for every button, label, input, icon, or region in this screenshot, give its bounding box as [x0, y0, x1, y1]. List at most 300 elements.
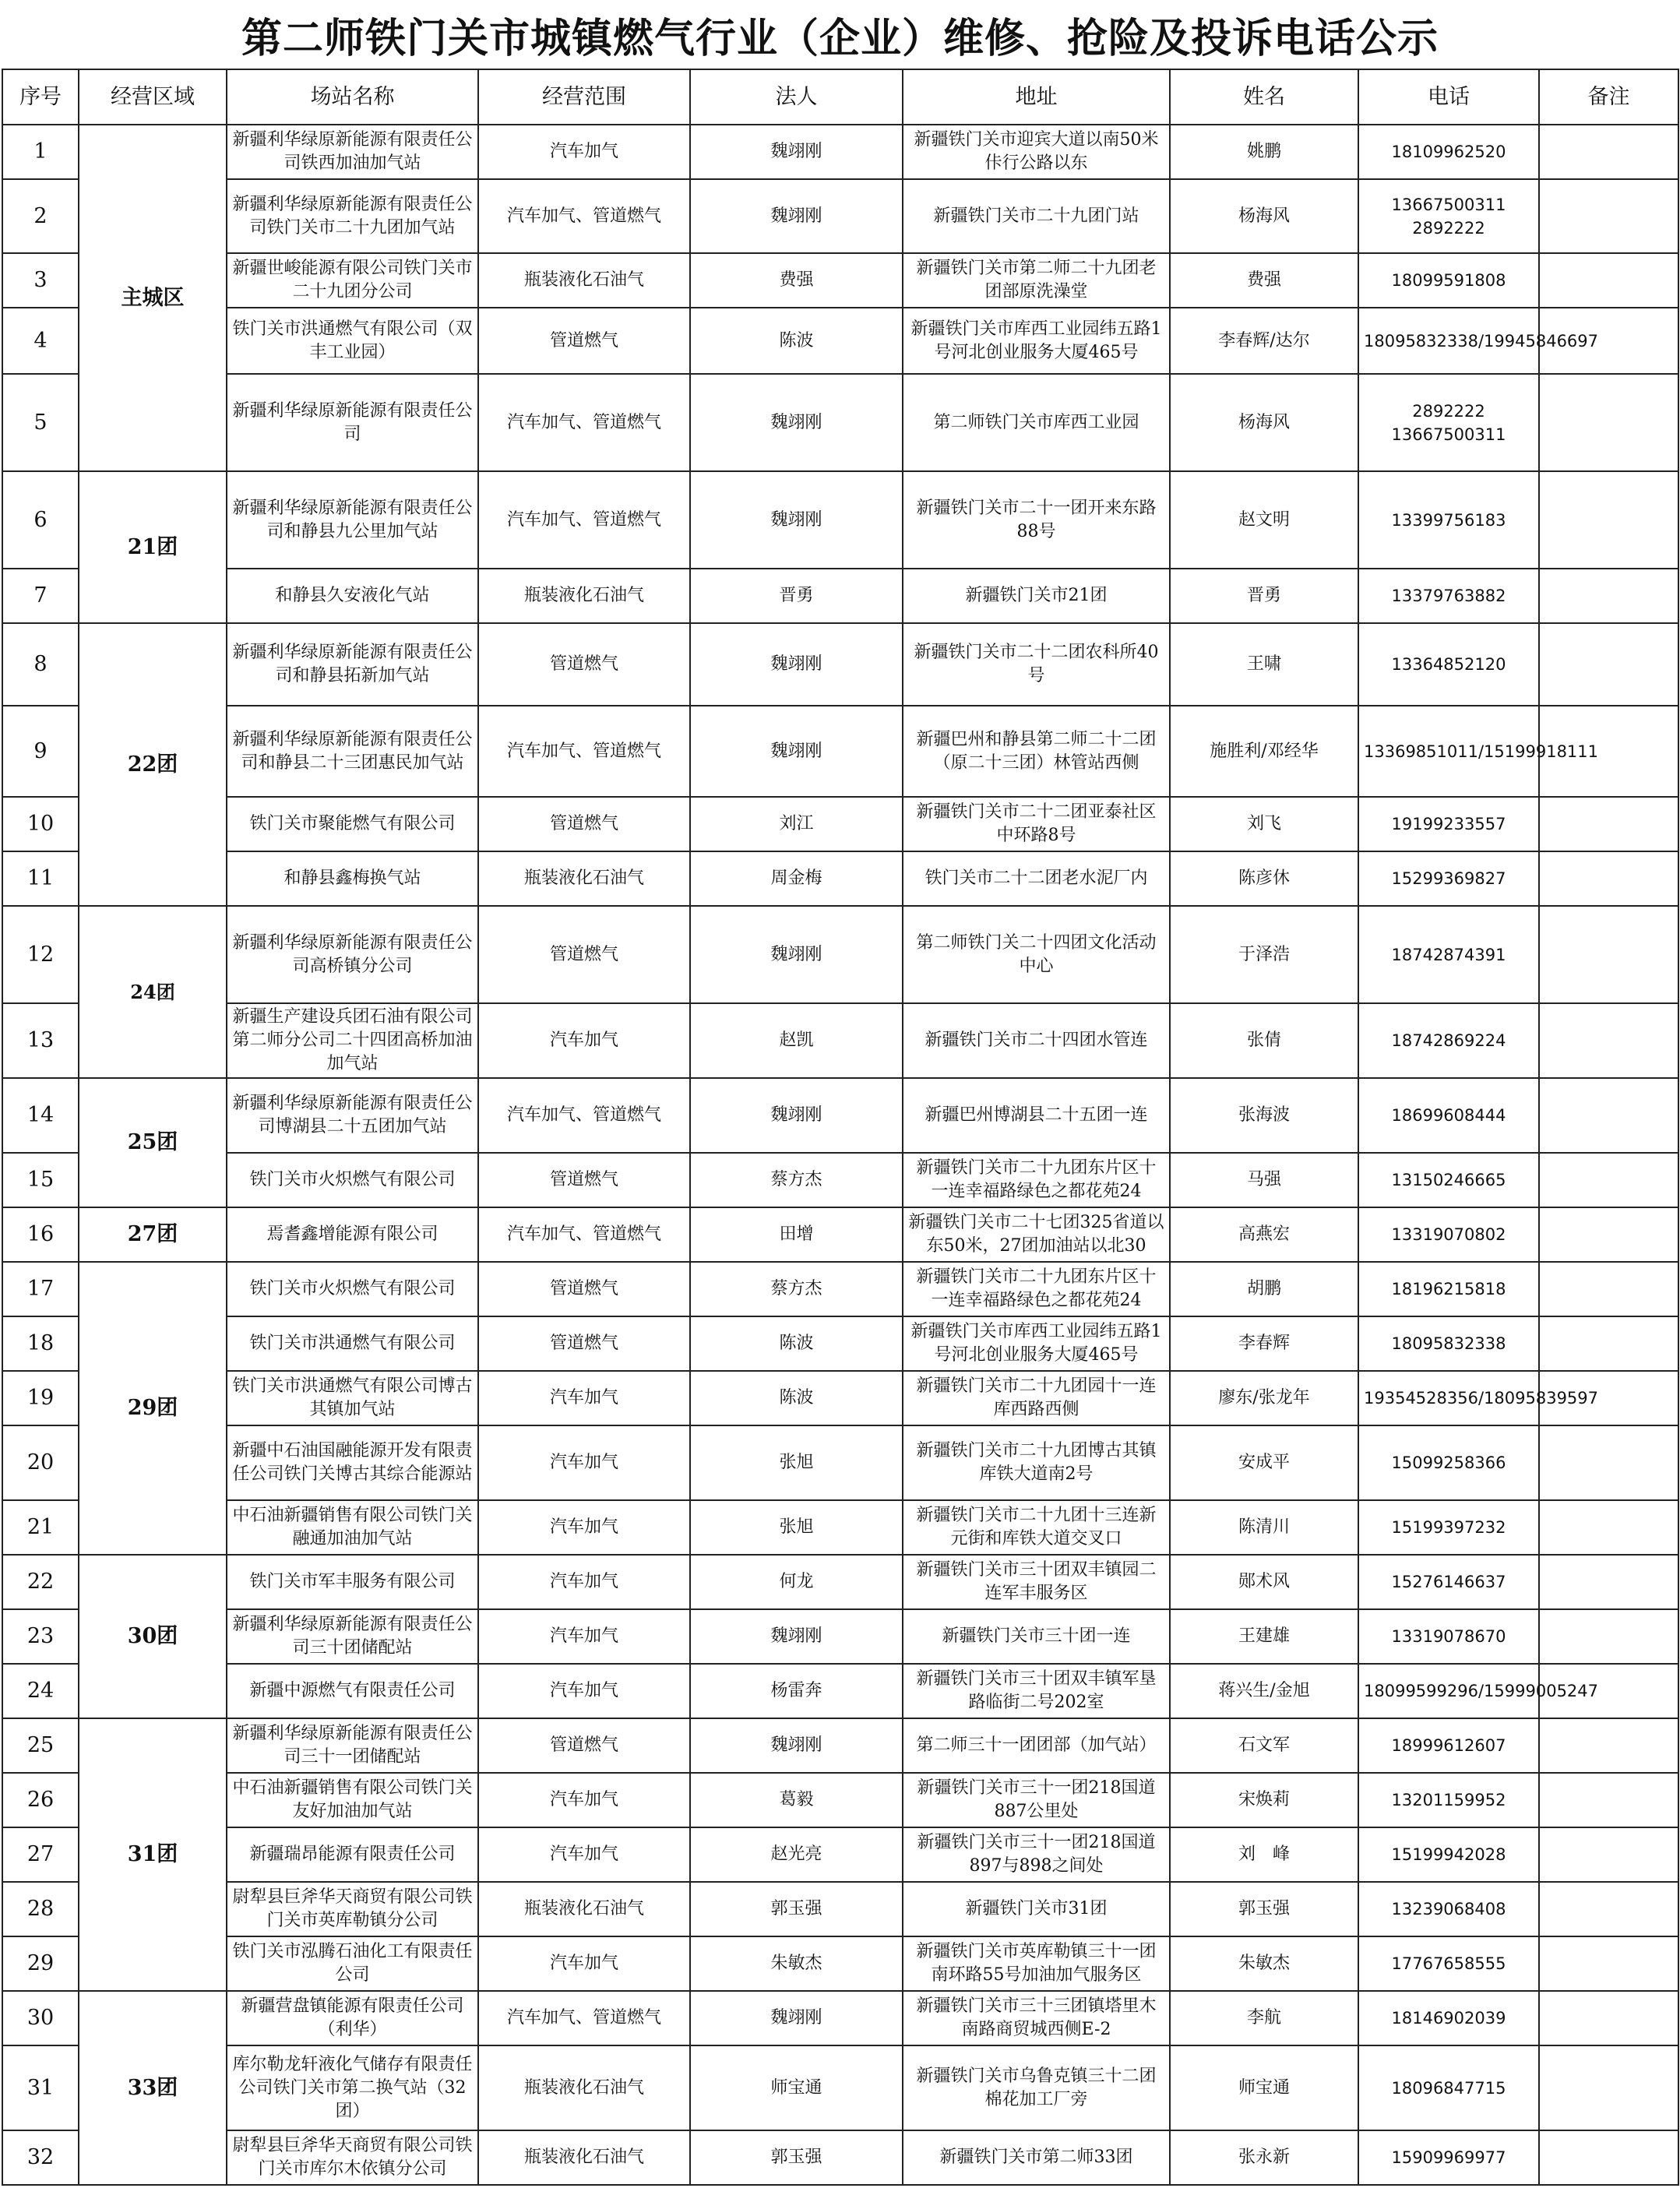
cell-seq [2, 374, 79, 471]
cell-note [1539, 1425, 1678, 1500]
cell-scope [478, 906, 690, 1003]
cell-note [1539, 1078, 1678, 1153]
cell-name-text: 陈清川 [1238, 1517, 1290, 1537]
cell-phone-text: 18095832338/19945846697 [1364, 331, 1599, 351]
cell-station [227, 1991, 478, 2045]
cell-phone [1358, 253, 1539, 308]
cell-legal-text: 师宝通 [770, 2077, 822, 2098]
cell-note [1539, 1936, 1678, 1991]
cell-seq-text: 1 [33, 139, 48, 164]
cell-phone-text: 18146902039 [1391, 2009, 1506, 2028]
cell-phone-text: 18699608444 [1391, 1106, 1506, 1125]
cell-legal-text: 朱敏杰 [770, 1954, 822, 1973]
cell-phone [1358, 851, 1539, 906]
cell-name [1170, 706, 1358, 797]
cell-seq [2, 706, 79, 797]
cell-scope [478, 1500, 690, 1555]
cell-phone-text: 13399756183 [1391, 510, 1506, 530]
cell-seq-text: 9 [33, 738, 48, 763]
cell-note [1539, 471, 1678, 569]
cell-phone [1358, 1500, 1539, 1555]
cell-station-text: 新疆利华绿原新能源有限责任公司三十一团储配站 [232, 1724, 473, 1767]
cell-station [227, 797, 478, 851]
cell-scope-text: 汽车加气、管道燃气 [506, 1105, 661, 1125]
cell-phone [1358, 1609, 1539, 1664]
cell-seq-text: 25 [26, 1733, 55, 1757]
cell-seq [2, 2130, 79, 2185]
cell-phone [1358, 1991, 1539, 2045]
cell-seq-text: 31 [26, 2075, 55, 2100]
cell-legal-text: 蔡方杰 [770, 1279, 822, 1298]
cell-address [903, 471, 1170, 569]
cell-address [903, 1882, 1170, 1936]
cell-seq-text: 14 [26, 1103, 55, 1127]
cell-address-text: 新疆铁门关市二十九团园十一连库西路西侧 [916, 1376, 1157, 1419]
cell-seq [2, 1003, 79, 1078]
table-row [2, 797, 1678, 851]
cell-region-text: 33团 [127, 2075, 178, 2100]
table-row [2, 125, 1678, 179]
cell-station-text: 铁门关市洪通燃气有限公司（双丰工业园） [232, 319, 473, 362]
cell-region-text: 30团 [127, 1624, 178, 1648]
cell-address [903, 1003, 1170, 1078]
cell-name-text: 费强 [1246, 270, 1281, 290]
cell-address [903, 1827, 1170, 1882]
header-phone: 电话 [1358, 69, 1539, 125]
cell-seq [2, 308, 79, 374]
cell-legal-text: 刘江 [779, 814, 814, 833]
cell-phone [1358, 1003, 1539, 1078]
cell-scope [478, 1936, 690, 1991]
cell-address [903, 125, 1170, 179]
cell-scope-text: 汽车加气 [549, 1954, 618, 1973]
cell-station [227, 1936, 478, 1991]
cell-region [79, 1991, 227, 2185]
cell-station-text: 新疆生产建设兵团石油有限公司第二师分公司二十四团高桥加油加气站 [232, 1007, 473, 1073]
cell-station-text: 铁门关市聚能燃气有限公司 [249, 814, 456, 833]
cell-name-text: 师宝通 [1238, 2077, 1290, 2098]
cell-name [1170, 1207, 1358, 1262]
cell-phone [1358, 471, 1539, 569]
cell-address-text: 新疆巴州和静县第二师二十二团（原二十三团）林管站西侧 [916, 729, 1157, 773]
cell-scope [478, 1153, 690, 1207]
cell-phone-text: 13369851011/15199918111 [1364, 742, 1599, 761]
cell-legal [690, 1003, 903, 1078]
cell-station-text: 尉犁县巨斧华天商贸有限公司铁门关市库尔木依镇分公司 [232, 2136, 473, 2179]
cell-scope [478, 1207, 690, 1262]
cell-legal [690, 179, 903, 253]
cell-name-text: 赵文明 [1238, 509, 1290, 530]
cell-legal-text: 张旭 [779, 1453, 814, 1472]
table-row [2, 1664, 1678, 1718]
cell-seq [2, 1827, 79, 1882]
cell-address [903, 1664, 1170, 1718]
table-row [2, 1882, 1678, 1936]
cell-station [227, 1371, 478, 1425]
cell-name [1170, 1609, 1358, 1664]
cell-name [1170, 1316, 1358, 1371]
cell-region [79, 1078, 227, 1207]
cell-name [1170, 1991, 1358, 2045]
cell-seq-text: 24 [26, 1679, 55, 1703]
cell-station-text: 中石油新疆销售有限公司铁门关融通加油加气站 [232, 1506, 473, 1549]
cell-legal [690, 1425, 903, 1500]
cell-address [903, 308, 1170, 374]
cell-note [1539, 1003, 1678, 1078]
cell-region [79, 1718, 227, 1991]
cell-region [79, 1555, 227, 1718]
header-station: 场站名称 [227, 69, 478, 125]
cell-note [1539, 797, 1678, 851]
cell-legal [690, 1773, 903, 1827]
cell-name-text: 李航 [1246, 2008, 1281, 2028]
table-row [2, 906, 1678, 1003]
cell-legal-text: 魏翊刚 [770, 142, 822, 161]
cell-seq [2, 1718, 79, 1773]
cell-phone [1358, 1827, 1539, 1882]
cell-phone [1358, 1371, 1599, 1425]
cell-station [227, 1555, 478, 1609]
cell-legal-text: 魏翊刚 [770, 944, 822, 964]
cell-name [1170, 1664, 1358, 1718]
cell-scope-text: 瓶装液化石油气 [523, 1899, 644, 1918]
cell-address [903, 1991, 1170, 2045]
cell-name-text: 郭玉强 [1238, 1899, 1290, 1918]
cell-name [1170, 1371, 1358, 1425]
cell-scope-text: 管道燃气 [549, 330, 618, 351]
cell-legal-text: 魏翊刚 [770, 509, 822, 530]
header-region: 经营区域 [79, 69, 227, 125]
cell-address [903, 1773, 1170, 1827]
cell-legal-text: 魏翊刚 [770, 412, 822, 432]
cell-note [1539, 623, 1678, 706]
cell-seq [2, 906, 79, 1003]
cell-address [903, 253, 1170, 308]
cell-name [1170, 1262, 1358, 1316]
cell-scope-text: 瓶装液化石油气 [523, 2077, 644, 2098]
cell-address [903, 1371, 1170, 1425]
cell-address [903, 623, 1170, 706]
cell-scope-text: 管道燃气 [549, 1170, 618, 1189]
cell-address-text: 新疆铁门关市英库勒镇三十一团南环路55号加油加气服务区 [916, 1942, 1157, 1985]
cell-phone-text: 13364852120 [1391, 655, 1506, 674]
cell-phone-text: 18099599296/15999005247 [1364, 1682, 1599, 1700]
cell-seq-text: 6 [33, 507, 48, 532]
cell-scope-text: 汽车加气 [549, 1681, 618, 1700]
cell-scope [478, 1371, 690, 1425]
cell-scope [478, 1425, 690, 1500]
cell-address-text: 新疆铁门关市二十九团东片区十一连幸福路绿色之都花苑24 [916, 1267, 1157, 1310]
cell-seq-text: 16 [26, 1222, 55, 1246]
header-seq: 序号 [2, 69, 79, 125]
cell-phone [1358, 2045, 1539, 2130]
cell-scope [478, 308, 690, 374]
cell-seq-text: 22 [26, 1570, 55, 1594]
cell-address-text: 新疆铁门关市二十七团325省道以东50米，27团加油站以北30 [908, 1213, 1164, 1256]
cell-region-text: 24团 [130, 980, 175, 1003]
cell-scope [478, 1078, 690, 1153]
cell-name [1170, 2045, 1358, 2130]
table-row [2, 1773, 1678, 1827]
cell-note [1539, 125, 1678, 179]
cell-legal [690, 253, 903, 308]
cell-legal-text: 魏翊刚 [770, 1105, 822, 1125]
cell-station-text: 和静县鑫梅换气站 [284, 869, 421, 888]
table-row [2, 179, 1678, 253]
cell-region [79, 1262, 227, 1555]
cell-legal [690, 1153, 903, 1207]
cell-scope [478, 1609, 690, 1664]
table-row [2, 1207, 1678, 1262]
cell-phone [1358, 2130, 1539, 2185]
table-row [2, 1827, 1678, 1882]
cell-phone-text: 13319070802 [1391, 1225, 1506, 1244]
cell-phone [1358, 374, 1539, 471]
cell-station-text: 和静县久安液化气站 [275, 586, 430, 605]
cell-note [1539, 179, 1678, 253]
cell-region [79, 1207, 227, 1262]
cell-phone-text: 15199397232 [1391, 1518, 1506, 1537]
page-title: 第二师铁门关市城镇燃气行业（企业）维修、抢险及投诉电话公示 [241, 14, 1439, 62]
table-row [2, 569, 1678, 623]
cell-station-text: 铁门关市火炽燃气有限公司 [249, 1170, 456, 1189]
cell-note [1539, 2045, 1678, 2130]
cell-address-text: 新疆铁门关市乌鲁克镇三十二团棉花加工厂旁 [916, 2066, 1157, 2109]
table-row [2, 2130, 1678, 2185]
cell-station [227, 906, 478, 1003]
cell-phone-text: 2892222 13667500311 [1391, 401, 1506, 444]
cell-seq-text: 28 [26, 1897, 55, 1921]
cell-phone [1358, 706, 1599, 797]
cell-address-text: 新疆铁门关市二十二团农科所40号 [914, 643, 1159, 685]
cell-note [1539, 1991, 1678, 2045]
cell-address-text: 新疆铁门关市21团 [965, 586, 1108, 605]
cell-legal-text: 郭玉强 [770, 1899, 822, 1918]
cell-scope [478, 1882, 690, 1936]
cell-region-text: 主城区 [121, 285, 185, 310]
cell-legal-text: 魏翊刚 [770, 206, 822, 226]
cell-scope [478, 1991, 690, 2045]
cell-region [79, 125, 227, 471]
cell-phone [1358, 569, 1539, 623]
cell-legal [690, 1500, 903, 1555]
cell-seq [2, 851, 79, 906]
cell-note [1539, 1500, 1678, 1555]
cell-address-text: 新疆铁门关市三十团双丰镇军垦路临街二号202室 [916, 1669, 1157, 1712]
table-row [2, 308, 1678, 374]
cell-scope-text: 瓶装液化石油气 [523, 869, 644, 888]
table-row [2, 1936, 1678, 1991]
cell-address [903, 1718, 1170, 1773]
cell-name [1170, 906, 1358, 1003]
cell-address-text: 新疆铁门关市二十九团门站 [933, 206, 1139, 226]
cell-address [903, 1425, 1170, 1500]
cell-seq-text: 11 [26, 866, 55, 890]
cell-legal-text: 郭玉强 [770, 2147, 822, 2167]
cell-scope-text: 管道燃气 [549, 814, 618, 833]
cell-legal [690, 569, 903, 623]
cell-scope [478, 623, 690, 706]
cell-region-text: 31团 [127, 1842, 178, 1866]
cell-name [1170, 1425, 1358, 1500]
cell-seq-text: 26 [26, 1788, 55, 1812]
table-row [2, 1609, 1678, 1664]
cell-scope [478, 1827, 690, 1882]
cell-phone-text: 18999612607 [1391, 1736, 1506, 1755]
cell-name-text: 王啸 [1246, 654, 1281, 674]
cell-station [227, 1882, 478, 1936]
cell-address [903, 851, 1170, 906]
cell-address [903, 1609, 1170, 1664]
cell-seq [2, 1371, 79, 1425]
table-row [2, 1425, 1678, 1500]
cell-name [1170, 1078, 1358, 1153]
cell-note [1539, 1555, 1678, 1609]
cell-legal [690, 1078, 903, 1153]
cell-name [1170, 1827, 1358, 1882]
cell-station [227, 851, 478, 906]
cell-region [79, 906, 227, 1078]
cell-phone-text: 18742869224 [1391, 1031, 1506, 1050]
cell-scope-text: 汽车加气、管道燃气 [506, 206, 661, 226]
cell-legal [690, 1991, 903, 2045]
cell-region-text: 21团 [127, 534, 178, 559]
cell-address-text: 第二师铁门关市库西工业园 [933, 412, 1139, 432]
cell-legal [690, 125, 903, 179]
cell-phone-text: 13667500311 2892222 [1391, 195, 1506, 238]
cell-name [1170, 1718, 1358, 1773]
cell-phone-text: 13201159952 [1391, 1791, 1506, 1809]
header-row [2, 69, 1678, 125]
cell-name-text: 李春辉/达尔 [1218, 330, 1310, 351]
cell-legal-text: 何龙 [779, 1572, 814, 1591]
cell-seq-text: 5 [33, 410, 48, 435]
cell-region [79, 471, 227, 623]
table-row [2, 374, 1678, 471]
cell-address [903, 2045, 1170, 2130]
cell-scope-text: 管道燃气 [549, 654, 618, 674]
table-row [2, 1003, 1678, 1078]
cell-address-text: 新疆铁门关市二十九团博古其镇库铁大道南2号 [916, 1441, 1157, 1484]
cell-address [903, 706, 1170, 797]
cell-legal [690, 706, 903, 797]
cell-name-text: 王建雄 [1238, 1626, 1290, 1646]
cell-scope-text: 管道燃气 [549, 1279, 618, 1298]
cell-name-text: 张倩 [1246, 1031, 1281, 1050]
cell-phone-text: 18095832338 [1391, 1334, 1506, 1353]
cell-name [1170, 374, 1358, 471]
cell-scope [478, 1262, 690, 1316]
cell-station [227, 308, 478, 374]
cell-address [903, 906, 1170, 1003]
cell-note [1539, 906, 1678, 1003]
cell-seq-text: 19 [26, 1386, 55, 1410]
cell-station-text: 新疆利华绿原新能源有限责任公司铁西加油加气站 [232, 130, 473, 173]
cell-scope-text: 瓶装液化石油气 [523, 270, 644, 290]
cell-address [903, 2130, 1170, 2185]
cell-phone [1358, 1425, 1539, 1500]
cell-name [1170, 471, 1358, 569]
cell-station [227, 1500, 478, 1555]
hotline-table [2, 69, 1679, 2186]
cell-region-text: 29团 [127, 1396, 178, 1420]
cell-address [903, 1262, 1170, 1316]
cell-legal-text: 魏翊刚 [770, 1626, 822, 1646]
cell-seq-text: 7 [33, 583, 48, 608]
table-row [2, 851, 1678, 906]
cell-address-text: 新疆铁门关市二十九团东片区十一连幸福路绿色之都花苑24 [916, 1158, 1157, 1201]
cell-address [903, 569, 1170, 623]
cell-legal-text: 陈波 [779, 330, 814, 351]
cell-scope [478, 125, 690, 179]
cell-seq-text: 13 [26, 1028, 55, 1052]
cell-seq [2, 1078, 79, 1153]
cell-station [227, 125, 478, 179]
table-row [2, 1078, 1678, 1153]
cell-phone-text: 15299369827 [1391, 869, 1506, 888]
cell-address-text: 新疆铁门关市库西工业园纬五路1号河北创业服务大厦465号 [910, 319, 1162, 362]
cell-name [1170, 797, 1358, 851]
cell-seq-text: 27 [26, 1842, 55, 1866]
cell-station [227, 1425, 478, 1500]
cell-address [903, 179, 1170, 253]
cell-scope-text: 汽车加气、管道燃气 [506, 741, 661, 761]
table-row [2, 706, 1678, 797]
cell-station-text: 新疆利华绿原新能源有限责任公司和静县二十三团惠民加气站 [232, 729, 473, 773]
table-row [2, 1555, 1678, 1609]
cell-name-text: 张海波 [1238, 1105, 1290, 1125]
cell-name [1170, 125, 1358, 179]
cell-name [1170, 1936, 1358, 1991]
cell-station-text: 新疆利华绿原新能源有限责任公司铁门关市二十九团加气站 [232, 194, 473, 238]
cell-region [79, 623, 227, 906]
cell-address [903, 797, 1170, 851]
cell-note [1539, 1207, 1678, 1262]
cell-seq-text: 4 [33, 328, 48, 353]
cell-note [1539, 253, 1678, 308]
cell-note [1539, 569, 1678, 623]
cell-station-text: 新疆利华绿原新能源有限责任公司高桥镇分公司 [232, 932, 473, 976]
cell-phone-text: 13379763882 [1391, 587, 1506, 605]
cell-address-text: 第二师铁门关二十四团文化活动中心 [916, 932, 1157, 976]
cell-note [1539, 851, 1678, 906]
cell-scope-text: 汽车加气 [549, 1517, 618, 1537]
cell-address-text: 新疆铁门关市第二师33团 [939, 2147, 1133, 2167]
cell-legal-text: 葛毅 [779, 1790, 814, 1809]
cell-address-text: 第二师三十一团团部（加气站） [916, 1735, 1157, 1755]
cell-seq [2, 1936, 79, 1991]
cell-address [903, 374, 1170, 471]
cell-scope-text: 汽车加气 [549, 1790, 618, 1809]
cell-scope [478, 471, 690, 569]
cell-name-text: 张永新 [1238, 2147, 1290, 2167]
cell-legal [690, 1316, 903, 1371]
cell-station [227, 253, 478, 308]
cell-legal-text: 魏翊刚 [770, 654, 822, 674]
cell-note [1539, 1316, 1678, 1371]
cell-station-text: 铁门关市泓腾石油化工有限责任公司 [232, 1942, 473, 1985]
cell-scope-text: 汽车加气 [549, 1572, 618, 1591]
cell-name-text: 马强 [1246, 1170, 1281, 1189]
cell-phone [1358, 125, 1539, 179]
cell-scope [478, 1555, 690, 1609]
cell-legal [690, 374, 903, 471]
cell-note [1539, 1262, 1678, 1316]
cell-name [1170, 1555, 1358, 1609]
cell-phone-text: 15199942028 [1391, 1845, 1506, 1864]
cell-station [227, 1718, 478, 1773]
table-row [2, 253, 1678, 308]
